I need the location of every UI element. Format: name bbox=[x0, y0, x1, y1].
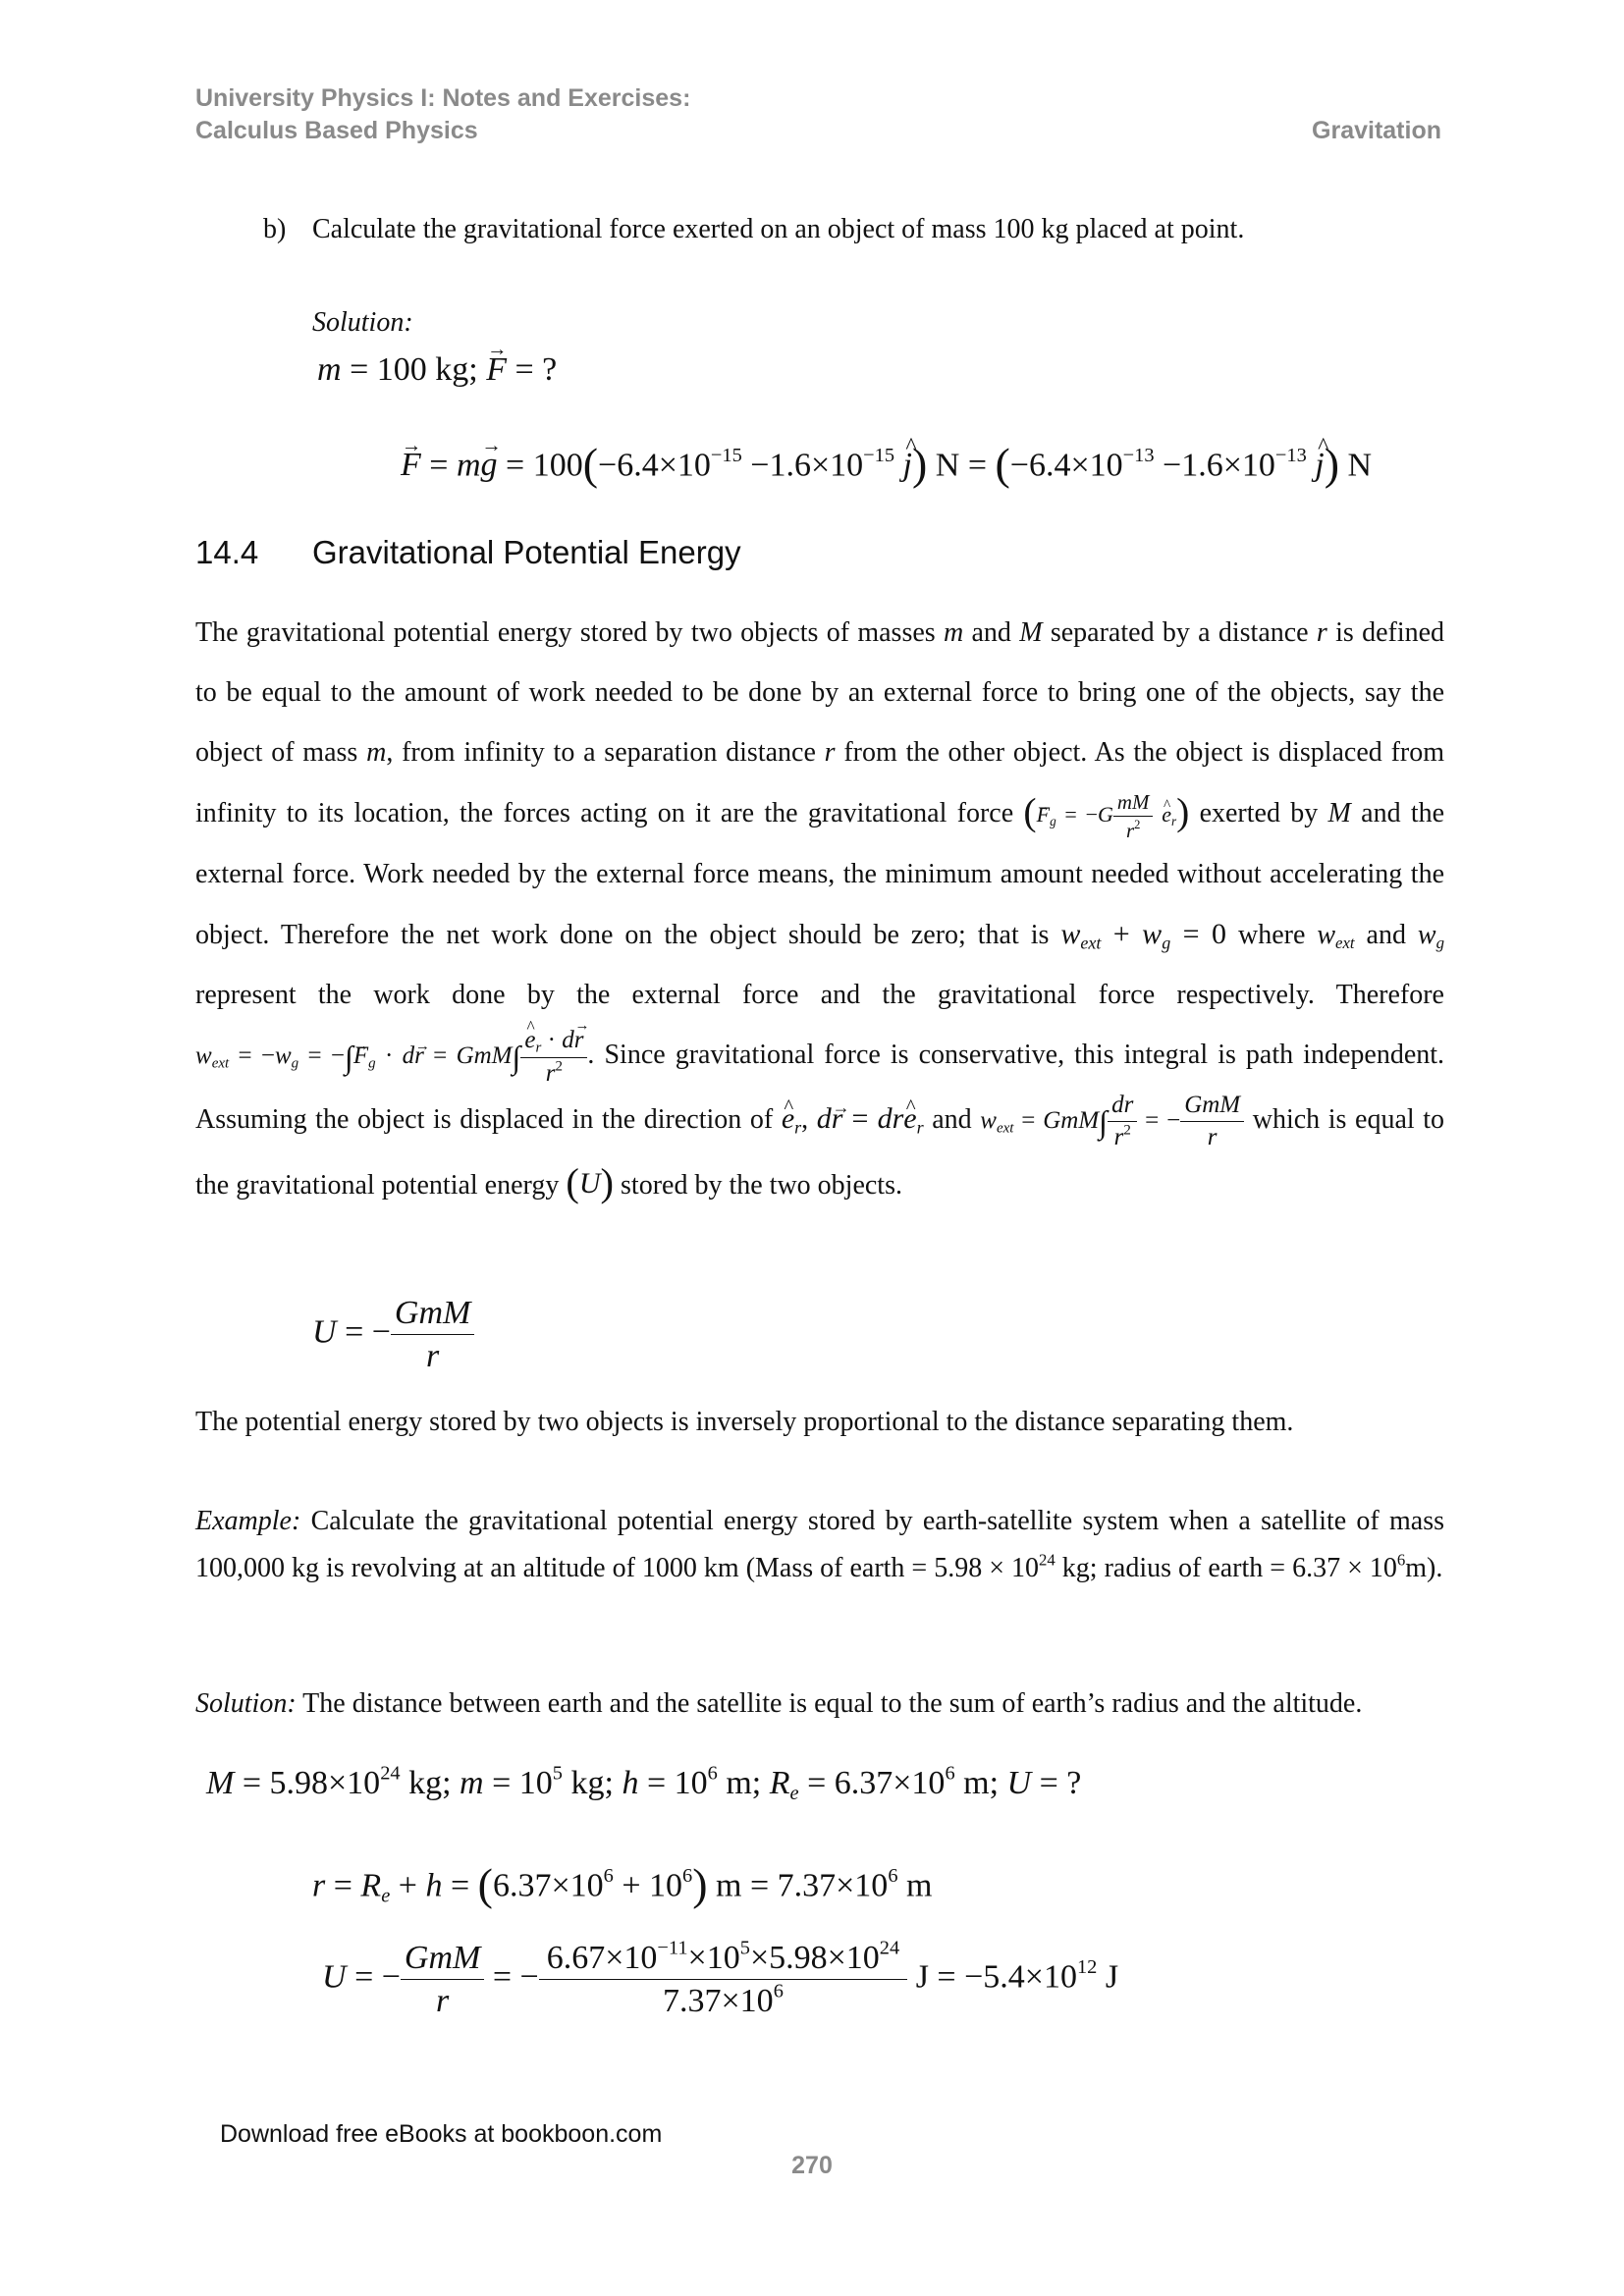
solution-2-label: Solution: bbox=[195, 1688, 297, 1719]
section-title: Gravitational Potential Energy bbox=[312, 534, 741, 570]
inline-gravitational-force-formula: (→ $F_g = -G$ $\frac{mM}{r^2}$ ^ $e_r$) bbox=[1023, 802, 1189, 827]
solution-label: Solution: bbox=[312, 307, 413, 338]
inline-net-work-formula: $w_{ext} + w_g = 0$ bbox=[1060, 917, 1227, 953]
running-header-book-title bbox=[195, 82, 690, 147]
equation-potential-energy-result: U = − $\frac{\text{GmM}}{r}$ = − $\frac{6.67\times 10^{-11}\times 10^5\times 5.98\times 10^{24}}{7.37\times 10^6}$ $J = -5.4\times 10^{12}$ J bbox=[322, 1937, 1119, 2020]
book-title-line1: University Physics I: Notes and Exercises: bbox=[195, 84, 691, 112]
equation-potential-energy: U = − $\frac{\text{GmM}}{r}$ bbox=[312, 1294, 474, 1375]
example-paragraph: Example: Calculate the gravitational potential energy stored by earth-satellite system when a satellite of mass 100,000 kg is revolving at an altitude of 1000 km (Mass of earth = $5.98 \times 10^{24}$ kg; radius of earth = $6.37 \times 10^6m$). bbox=[195, 1506, 1445, 1583]
equation-given-mass: m = 100 kg; → F = ? bbox=[317, 351, 557, 389]
running-header-chapter: Gravitation bbox=[1312, 117, 1441, 144]
paragraph-gravitational-potential-energy: The gravitational potential energy stored by two objects of masses m and M separated by a distance r is defined to be equal to the amount of work needed to be done by an external force to bring one of the objects, say the object of mass m, from infinity to a separation distance r from the other object. As the object is displaced from infinity to its location, the forces acting on it are the gravitational force (→ $F_g = -G$ $\frac{mM}{r^2}$ ^ $e_r$) exerted by M and the external force. Work needed by the external force means, the minimum amount needed without accelerating the object. Therefore the net work done on the object should be zero; that is $w_{ext} + w_g = 0$ where $w_{ext}$ and $w_g$ represent the work done by the external force and the gravitational force respectively. Therefore $w_{ext} = -w_g$ = −∫→ $F_g \cdot d\to r = GmM\int$ ^ $\frac{e_r \cdot d\to r}{r^2}$ . Since gravitational force is conservative, this integral is path independent. Assuming the object is displaced in the direction of ^ $e_r$, d→ r = dr^ $e_r$ and $w_{ext} = GmM\int$ $\frac{dr}{r^2}$ = − $\frac{\text{GmM}}{r}$ which is equal to the gravitational potential energy (U) stored by the two objects. bbox=[195, 603, 1444, 1214]
equation-distance: $r = R_e + h = (6.37\times 10^6 + 10^6) m = 7.37\times 10^6$ m bbox=[312, 1859, 933, 1909]
equation-given-values: $M = 5.98\times 10^{24}$ kg; $m = 10^5$ kg; $h = 10^6$ m; $R_e = 6.37\times 10^6$ m; U = ? bbox=[206, 1762, 1082, 1805]
page-number: 270 bbox=[791, 2152, 833, 2179]
part-b-question: Calculate the gravitational force exerted on an object of mass 100 kg placed at point. bbox=[312, 214, 1245, 244]
paragraph-inverse-proportional: The potential energy stored by two objects is inversely proportional to the distance separating them. bbox=[195, 1407, 1294, 1437]
download-link[interactable]: Download free eBooks at bookboon.com bbox=[220, 2120, 663, 2148]
inline-work-integral-formula: $w_{ext} = -w_g$ = −∫→ $F_g \cdot d\to r = GmM\int$ ^ $\frac{e_r \cdot d\to r}{r^2}$ bbox=[195, 1042, 587, 1069]
section-number: 14.4 bbox=[195, 534, 259, 570]
part-b-label: b) bbox=[263, 214, 287, 244]
example-label: Example: bbox=[195, 1506, 301, 1536]
inline-external-work-formula: $w_{ext} = GmM\int$ $\frac{dr}{r^2}$ = − $\frac{\text{GmM}}{r}$ bbox=[980, 1107, 1244, 1134]
solution-2-paragraph: Solution: The distance between earth and the satellite is equal to the sum of earth’s radius and the altitude. bbox=[195, 1688, 1363, 1719]
equation-force-result: → $F = m\to g = 100(-6.4\times 10^{-15} -1.6\times 10^{-15}$ ^ j) $N = (-6.4\times 10^{-13} -1.6\times 10^{-13}$ ^ j) N bbox=[401, 438, 1372, 490]
book-title-line2: Calculus Based Physics bbox=[195, 117, 478, 144]
inline-displacement-formula: d→ r = dr^ $e_r$ bbox=[817, 1102, 924, 1135]
